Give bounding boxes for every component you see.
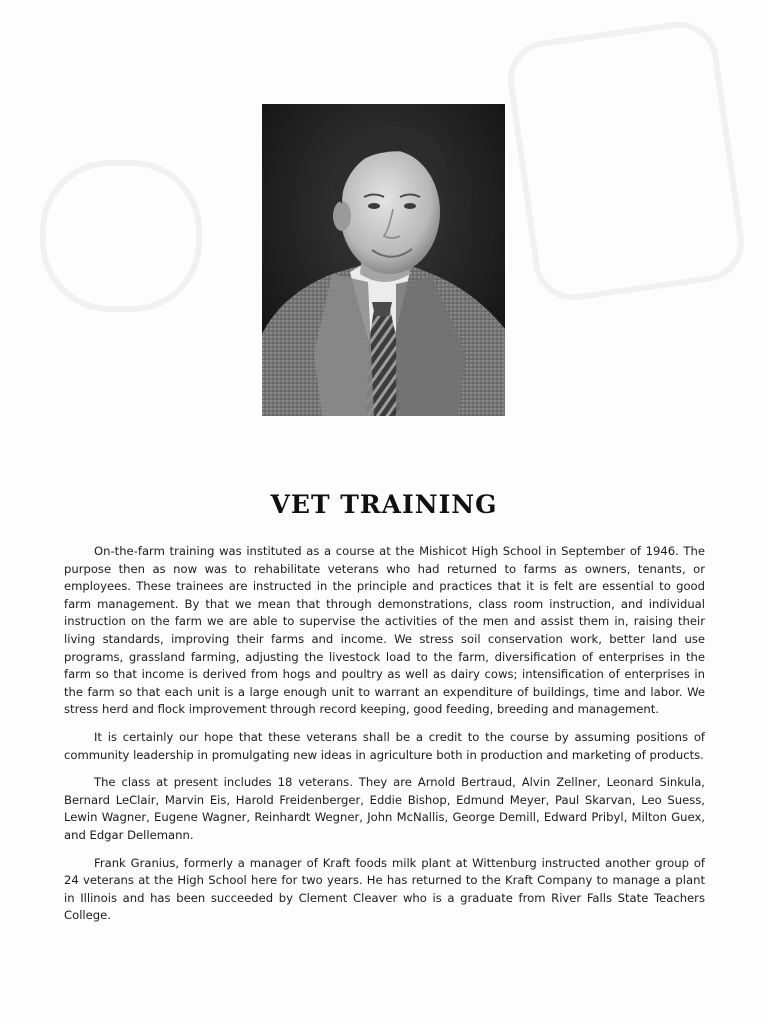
paragraph: Frank Granius, formerly a manager of Kraft foods milk plant at Wittenburg instructed another group of 24 veterans at the High School here for two years. He has returned to the Kraft Company to manage a plant in Illinois and has been succeeded by Clement Cleaver who is a graduate from River Falls State Teachers College. xyxy=(64,855,705,923)
bleed-through-mark xyxy=(40,160,202,312)
portrait-photo xyxy=(262,104,505,416)
paragraph: The class at present includes 18 veterans. They are Arnold Bertraud, Alvin Zellner, Leonard Sinkula, Bernard LeClair, Marvin Eis, Harold Freidenberger, Eddie Bishop, Edmund Meyer, Paul Skarvan, Leo Suess, Lewin Wagner, Eugene Wagner, Reinhardt Wegner, John McNallis, George Demill, Edward Pribyl, Milton Guex, and Edgar Dellemann. xyxy=(64,775,705,842)
article-body xyxy=(64,543,705,935)
paragraph: On-the-farm training was instituted as a course at the Mishicot High School in September of 1946. The purpose then as now was to rehabilitate veterans who had returned to farms as owners, tenants, or employees. These trainees are instructed in the principle and practices that it is felt are essential to good farm management. By that we mean that through demonstrations, class room instruction, and individual instruction on the farm we are able to supervise the activities of the men and assist them in, raising their living standards, improving their farms and income. We stress soil conservation work, better land use programs, grassland farming, adjusting the livestock load to the farm, diversification of enterprises in the farm so that income is derived from hogs and poultry as well as dairy cows; intensification of enterprises in the farm so that each unit is a large enough unit to warrant an expenditure of buildings, time and labor. We stress herd and flock improvement through record keeping, good feeding, breeding and management. xyxy=(64,544,705,717)
paragraph: It is certainly our hope that these veterans shall be a credit to the course by assuming positions of community leadership in promulgating new ideas in agriculture both in production and marketing of products. xyxy=(64,729,705,762)
bleed-through-mark xyxy=(503,17,749,306)
page-title: VET TRAINING xyxy=(270,490,498,519)
